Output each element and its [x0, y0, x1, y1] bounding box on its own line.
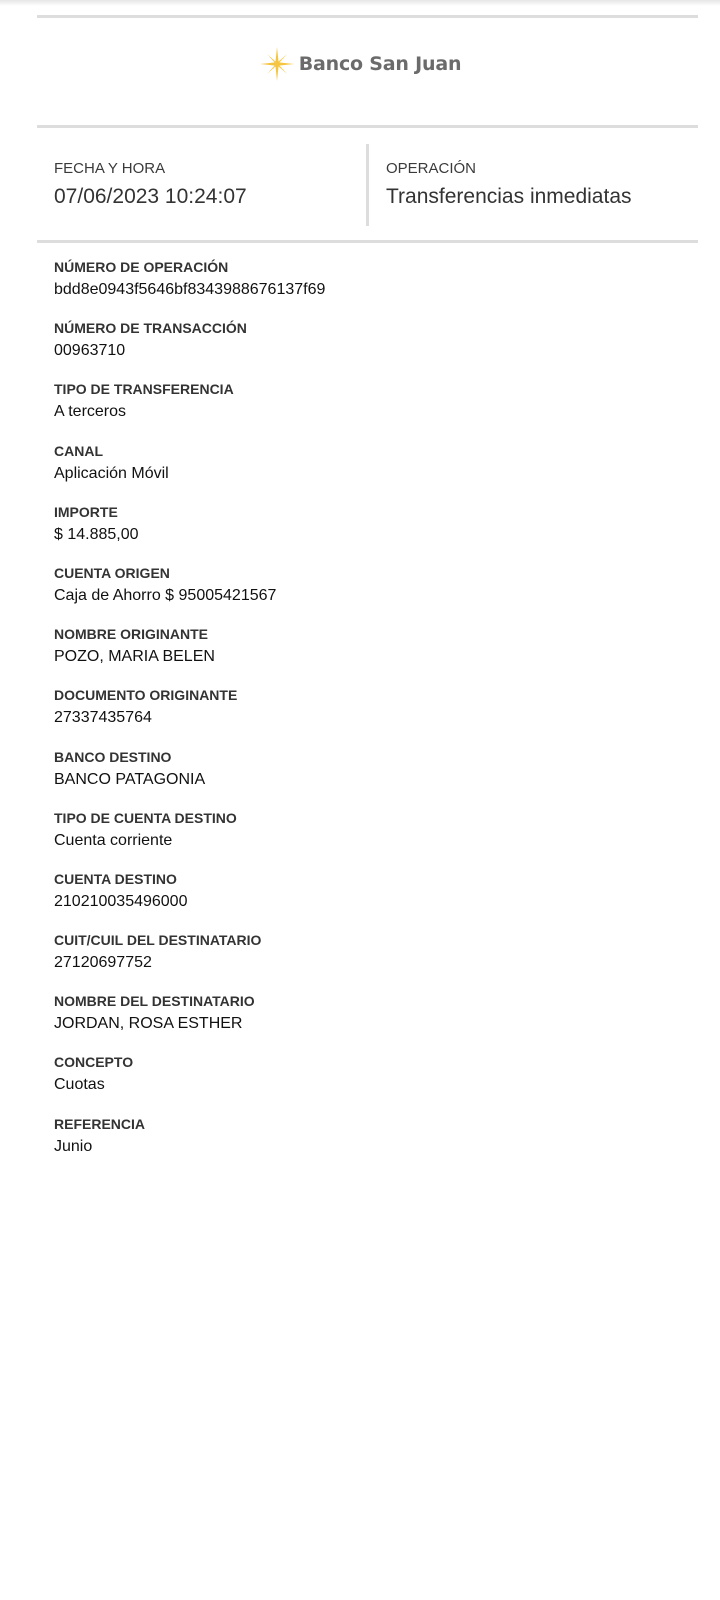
field-value: Cuotas [54, 1076, 105, 1094]
field-destination-bank [54, 749, 694, 810]
bank-name: Banco San Juan [298, 53, 462, 75]
field-label: NÚMERO DE TRANSACCIÓN [54, 320, 247, 337]
field-label: NOMBRE DEL DESTINATARIO [54, 993, 255, 1010]
bank-logo [0, 46, 720, 82]
top-shadow [0, 0, 720, 6]
field-label: NÚMERO DE OPERACIÓN [54, 259, 229, 275]
field-value: Cuenta corriente [54, 831, 173, 849]
star-icon [259, 46, 295, 82]
field-value: POZO, MARIA BELEN [54, 648, 215, 666]
field-originator-name [54, 626, 694, 687]
field-label: TIPO DE TRANSFERENCIA [54, 381, 234, 398]
field-label: BANCO DESTINO [54, 748, 172, 765]
field-originator-document [54, 687, 694, 748]
date-cell [37, 144, 366, 226]
operation-label: OPERACIÓN [386, 160, 477, 177]
summary-row [37, 144, 698, 226]
field-operation-number [54, 259, 694, 320]
divider-logo [37, 125, 698, 128]
field-value: BANCO PATAGONIA [54, 770, 206, 788]
field-value: Junio [54, 1137, 93, 1155]
field-recipient-name [54, 993, 694, 1054]
date-value: 07/06/2023 10:24:07 [54, 185, 247, 208]
field-value: $ 14.885,00 [54, 525, 139, 543]
field-label: DOCUMENTO ORIGINANTE [54, 687, 238, 704]
field-reference [54, 1116, 694, 1177]
field-label: CUENTA ORIGEN [54, 564, 170, 581]
field-label: TIPO DE CUENTA DESTINO [54, 809, 237, 826]
field-value: 210210035496000 [54, 892, 188, 910]
field-transaction-number [54, 320, 694, 381]
date-label: FECHA Y HORA [54, 160, 166, 177]
field-channel [54, 443, 694, 504]
field-origin-account [54, 565, 694, 626]
field-concept [54, 1054, 694, 1115]
field-label: CUENTA DESTINO [54, 870, 177, 887]
field-value: 00963710 [54, 342, 126, 360]
field-transfer-type [54, 381, 694, 442]
field-value: Caja de Ahorro $ 95005421567 [54, 586, 277, 604]
field-value: 27337435764 [54, 709, 152, 727]
field-destination-account-type [54, 810, 694, 871]
field-destination-account [54, 871, 694, 932]
operation-value: Transferencias inmediatas [386, 185, 632, 208]
divider-top [37, 15, 698, 18]
field-label: REFERENCIA [54, 1115, 146, 1132]
field-value: A terceros [54, 403, 127, 421]
field-value: Aplicación Móvil [54, 464, 169, 482]
field-label: CONCEPTO [54, 1054, 134, 1071]
field-recipient-cuit [54, 932, 694, 993]
field-value: 27120697752 [54, 954, 152, 972]
detail-list [54, 259, 694, 1177]
field-label: NOMBRE ORIGINANTE [54, 626, 208, 643]
operation-cell [369, 144, 698, 226]
field-label: CANAL [54, 442, 103, 459]
field-amount [54, 504, 694, 565]
field-label: IMPORTE [54, 503, 118, 520]
field-value: bdd8e0943f5646bf8343988676137f69 [54, 281, 326, 298]
divider-summary [37, 240, 698, 243]
field-value: JORDAN, ROSA ESTHER [54, 1015, 243, 1033]
field-label: CUIT/CUIL DEL DESTINATARIO [54, 932, 262, 949]
